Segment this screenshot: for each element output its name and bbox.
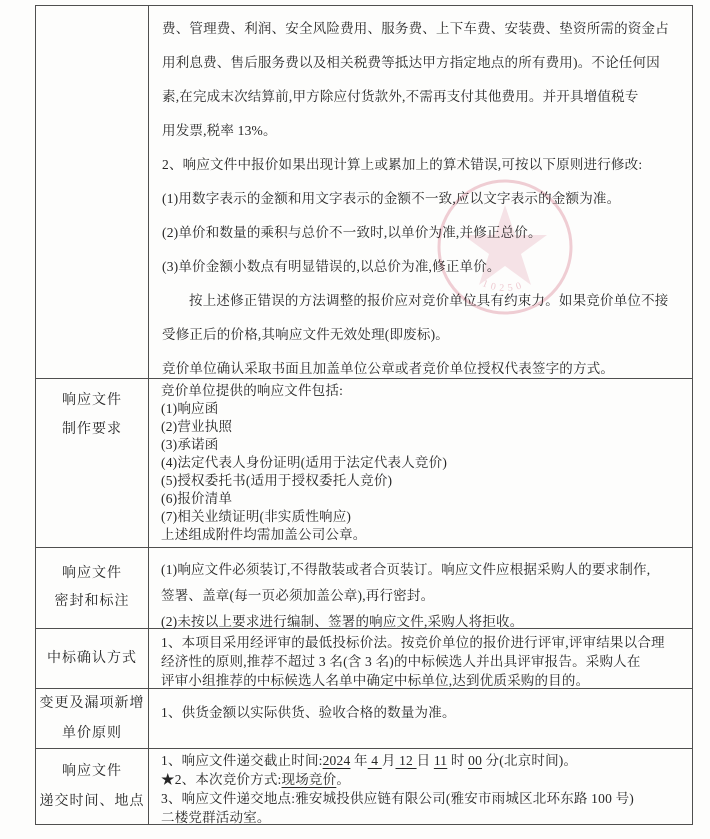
row-label-response-doc-requirements: 响应文件 制作要求 (36, 379, 149, 547)
bidding-terms-table (35, 5, 693, 825)
row-content-submission-time-place: 1、响应文件递交截止时间:2024 年 4 月 12 日 11 时 00 分(北京时间)。 ★2、本次竞价方式:现场竞价。 3、响应文件递交地点:雅安城投供应链有限公司(雅安市雨城区北环东路 100 号) 二楼党群活动室。 (161, 753, 634, 825)
row-content-sealing-and-marking: (1)响应文件必须装订,不得散装或者合页装订。响应文件应根据采购人的要求制作, 签署、盖章(每一页必须加盖公章),再行密封。 (2)未按以上要求进行编制、签署的响应文件,采购人将拒收。 (161, 562, 651, 629)
row-award-confirmation (36, 629, 692, 689)
stamp-digits: 10250 (480, 278, 527, 295)
row-pricing-and-correction (36, 6, 692, 379)
row-label-award-confirmation: 中标确认方式 (36, 629, 149, 688)
row-label-submission-time-place: 响应文件 递交时间、地点 (36, 749, 149, 824)
row-change-and-omission-pricing (36, 689, 692, 749)
row-content-change-and-omission-pricing: 1、供货金额以实际供货、验收合格的数量为准。 (161, 705, 456, 720)
row-label-change-and-omission-pricing: 变更及漏项新增 单价原则 (36, 689, 149, 748)
row-label-sealing-and-marking: 响应文件 密封和标注 (36, 548, 149, 628)
row-content-pricing-and-correction: 费、管理费、利润、安全风险费用、服务费、上下车费、安装费、垫资所需的资金占 用利息费、售后服务费以及相关税费等抵达甲方指定地点的所有费用)。不论任何因 素,在完成末次结算前,甲方除应付货款外,不需再支付其他费用。并开具增值税专 用发票,税率 13%。 2、响应文件中报价如果出现计算上或累加上的算术错误,可按以下原则进行修改: (1)用数字表示的金额和用文字表示的金额不一致,应以文字表示的金额为准。 (2)单价和数量的乘积与总价不一致时,以单价为准,并修正总价。 (3)单价金额小数点有明显错误的,以总价为准,修正单价。 按上述修正错误的方法调整的报价应对竞价单位具有约束力。如果竞价单位不接 受修正后的价格,其响应文件无效处理(即废标)。 竞价单位确认采取书面且加盖单位公章或者竞价单位授权代表签字的方式。 (162, 21, 669, 376)
row-label-empty (36, 6, 149, 378)
row-content-response-doc-requirements: 竞价单位提供的响应文件包括: (1)响应函 (2)营业执照 (3)承诺函 (4)法定代表人身份证明(适用于法定代表人竞价) (5)授权委托书(适用于授权委托人竞价) (6)报价清单 (7)相关业绩证明(非实质性响应) 上述组成附件均需加盖公司公章。 (161, 383, 448, 542)
row-sealing-and-marking (36, 548, 692, 629)
row-submission-time-place (36, 749, 692, 824)
row-content-award-confirmation: 1、本项目采用经评审的最低投标价法。按竞价单位的报价进行评审,评审结果以合理 经济性的原则,推荐不超过 3 名(含 3 名)的中标候选人并出具评审报告。采购人在 评审小组推荐的中标候选人名单中确定中标单位,达到优质采购的目的。 (161, 635, 665, 688)
row-response-doc-requirements (36, 379, 692, 548)
